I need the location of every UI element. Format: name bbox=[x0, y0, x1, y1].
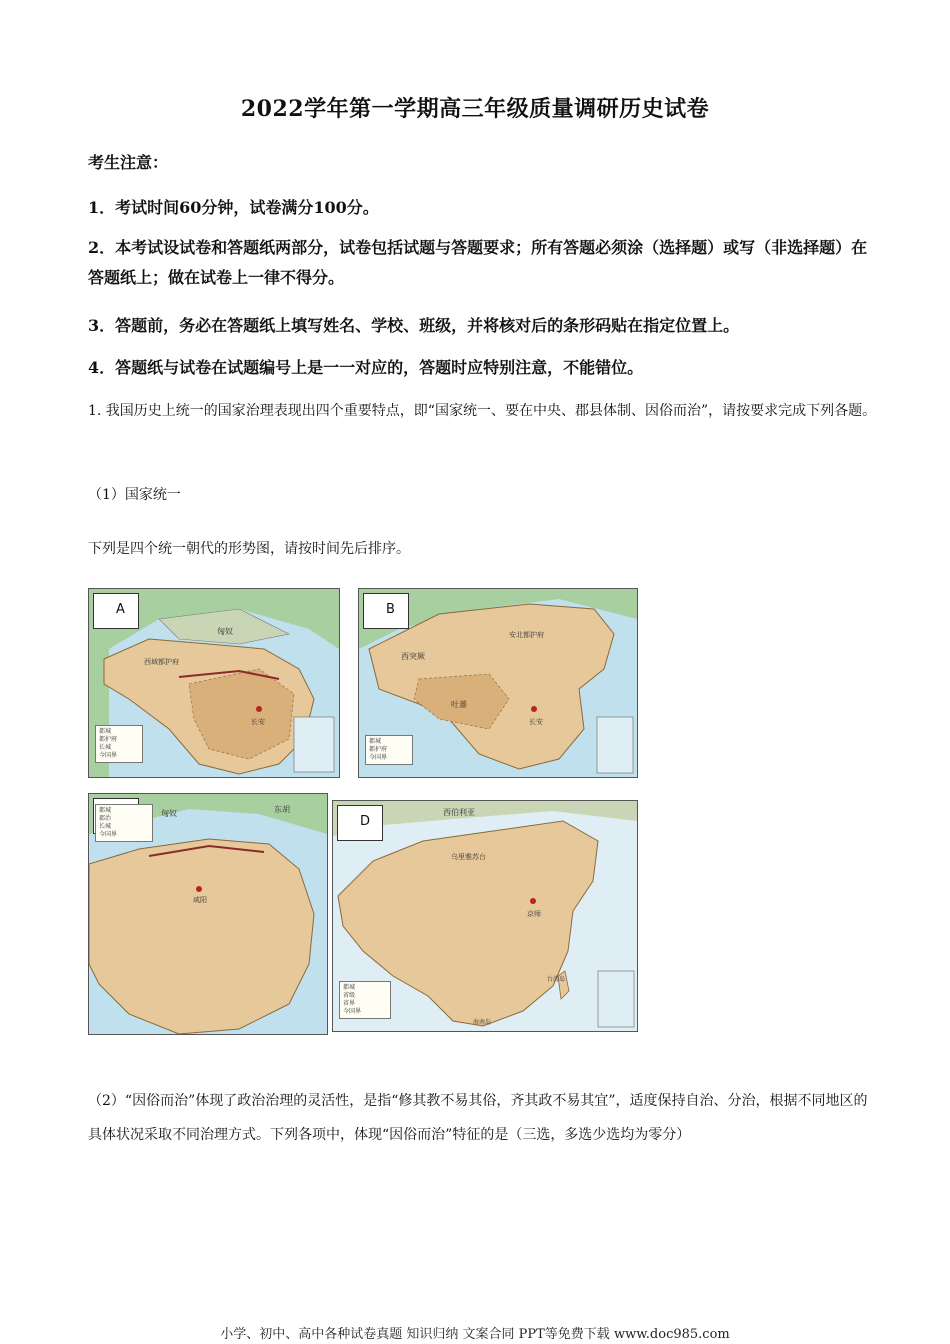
map-c-text: 东胡 bbox=[274, 805, 290, 814]
map-a-text: 西域都护府 bbox=[144, 658, 179, 666]
legend-item: 今国界 bbox=[99, 752, 118, 759]
legend-item: 都城 bbox=[99, 728, 112, 735]
question-1-stem: 1. 我国历史上统一的国家治理表现出四个重要特点，即“国家统一、要在中央、郡县体制、因俗而治”，请按要求完成下列各题。 bbox=[88, 403, 877, 419]
legend-item: 长城 bbox=[99, 744, 112, 751]
capital-marker bbox=[196, 886, 202, 892]
legend-item: 郡治 bbox=[99, 815, 112, 822]
map-c-text: 匈奴 bbox=[161, 809, 177, 818]
map-b bbox=[358, 588, 638, 778]
legend-item: 省级 bbox=[343, 992, 356, 999]
question-1-part-2-text: （2）“因俗而治”体现了政治治理的灵活性，是指“修其教不易其俗，齐其政不易其宜”，适度保持自治、分治，根据不同地区的具体状况采取不同治理方式。下列各项中，体现“因俗而治”特征的是（三选，多选少选均为零分） bbox=[88, 1093, 868, 1143]
map-a-label: A bbox=[93, 593, 139, 629]
page-footer: 小学、初中、高中各种试卷真题 知识归纳 文案合同 PPT等免费下载 www.doc985.com bbox=[220, 1327, 730, 1342]
map-d-label: D bbox=[337, 805, 383, 841]
legend-item: 都城 bbox=[343, 984, 356, 991]
legend-item: 都护府 bbox=[99, 736, 118, 743]
notice-item-1: 1．考试时间60分钟，试卷满分100分。 bbox=[88, 198, 379, 217]
map-c-text: 咸阳 bbox=[193, 896, 207, 904]
map-d-text: 台湾岛 bbox=[547, 976, 566, 983]
legend-item: 都护府 bbox=[369, 746, 388, 753]
map-c-legend bbox=[95, 804, 153, 842]
legend-item: 今国界 bbox=[99, 831, 118, 838]
question-1-part-1-label: （1）国家统一 bbox=[88, 487, 181, 503]
map-c bbox=[88, 793, 328, 1035]
question-1-part-1-text: 下列是四个统一朝代的形势图，请按时间先后排序。 bbox=[88, 541, 410, 557]
map-b-legend bbox=[365, 735, 413, 765]
map-d bbox=[332, 800, 638, 1032]
map-d-text: 海南岛 bbox=[473, 1019, 492, 1026]
map-b-text: 西突厥 bbox=[401, 652, 425, 661]
capital-marker bbox=[530, 898, 536, 904]
map-b-text: 长安 bbox=[529, 718, 543, 726]
notice-item-2: 2．本考试设试卷和答题纸两部分，试卷包括试题与答题要求；所有答题必须涂（选择题）或写（非选择题）在答题纸上；做在试卷上一律不得分。 bbox=[88, 238, 868, 287]
map-a bbox=[88, 588, 340, 778]
map-b-label: B bbox=[363, 593, 409, 629]
legend-item: 今国界 bbox=[343, 1008, 362, 1015]
exam-title: 2022学年第一学期高三年级质量调研历史试卷 bbox=[240, 96, 710, 122]
capital-marker bbox=[531, 706, 537, 712]
legend-item: 都城 bbox=[99, 807, 112, 814]
notice-heading: 考生注意： bbox=[88, 153, 169, 172]
map-a-legend bbox=[95, 725, 143, 763]
map-b-text: 吐蕃 bbox=[451, 700, 467, 709]
map-d-legend bbox=[339, 981, 391, 1019]
legend-item: 都城 bbox=[369, 738, 382, 745]
map-a-text: 匈奴 bbox=[217, 627, 233, 636]
dynasty-maps bbox=[88, 588, 636, 1033]
notice-item-3: 3．答题前，务必在答题纸上填写姓名、学校、班级，并将核对后的条形码贴在指定位置上。 bbox=[88, 316, 740, 335]
map-d-text: 西伯利亚 bbox=[443, 808, 475, 817]
map-b-text: 安北都护府 bbox=[509, 631, 544, 639]
capital-marker bbox=[256, 706, 262, 712]
notice-item-4: 4．答题纸与试卷在试题编号上是一一对应的，答题时应特别注意，不能错位。 bbox=[88, 358, 644, 377]
legend-item: 长城 bbox=[99, 823, 112, 830]
map-d-text: 乌里雅苏台 bbox=[451, 853, 486, 861]
map-d-text: 京师 bbox=[527, 910, 541, 918]
legend-item: 今国界 bbox=[369, 754, 388, 761]
map-a-text: 长安 bbox=[251, 718, 265, 726]
legend-item: 省界 bbox=[343, 1000, 356, 1007]
